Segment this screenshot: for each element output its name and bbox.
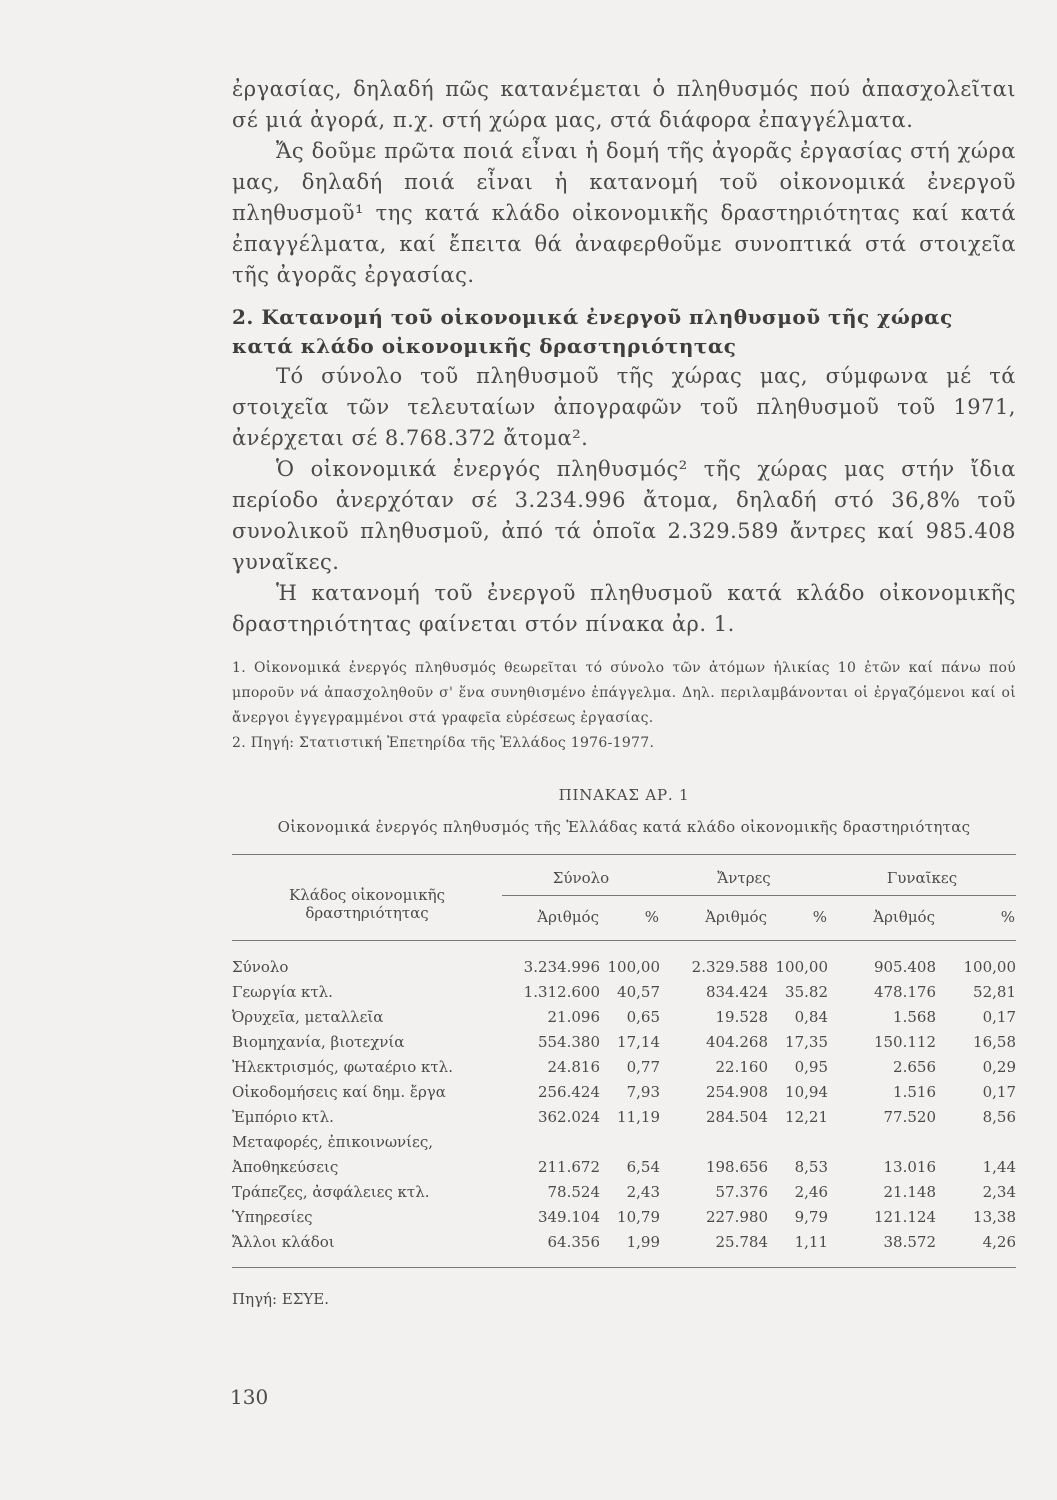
- cell-number: 2.329.588: [691, 957, 768, 976]
- cell-number: 64.356: [502, 1229, 600, 1268]
- cell-number: 2.656: [893, 1057, 936, 1076]
- page-number: 130: [230, 1385, 269, 1409]
- population-table: [232, 854, 1016, 1268]
- cell-number: 198.656: [705, 1157, 768, 1176]
- table-caption: Οἰκονομικά ἐνεργός πληθυσμός τῆς Ἑλλάδας κατά κλάδο οἰκονομικῆς δραστηριότητας: [277, 818, 971, 836]
- cell-number: 1.312.600: [523, 982, 600, 1001]
- cell-percent: 40,57: [617, 982, 660, 1001]
- cell-number: 19.528: [715, 1007, 768, 1026]
- row-label: Ἐμπόριο κτλ.: [232, 1107, 334, 1126]
- cell-number: 554.380: [537, 1032, 600, 1051]
- cell-percent: 0,29: [982, 1057, 1016, 1076]
- cell-number: 256.424: [537, 1082, 600, 1101]
- table-title: ΠΙΝΑΚΑΣ ΑΡ. 1: [558, 786, 690, 804]
- cell-percent: 6,54: [626, 1157, 660, 1176]
- table-row: [232, 1004, 1016, 1029]
- table-row: [232, 1054, 1016, 1079]
- cell-percent: 10,79: [617, 1207, 660, 1226]
- cell-percent: 4,26: [936, 1229, 1016, 1268]
- table-row: [232, 979, 1016, 1004]
- sub-header-number: Ἀριθμός: [502, 896, 600, 941]
- cell-percent: 8,56: [982, 1107, 1016, 1126]
- sub-header-percent: %: [936, 896, 1016, 941]
- row-label: Γεωργία κτλ.: [232, 982, 333, 1001]
- row-header: [232, 855, 502, 941]
- cell-percent: 11,19: [617, 1107, 660, 1126]
- cell-number: [502, 1129, 600, 1154]
- cell-percent: 0,17: [982, 1007, 1016, 1026]
- paragraph-active-population: Ὁ οἰκονομικά ἐνεργός πληθυσμός² τῆς χώρας μας στήν ἴδια περίοδο ἀνερχόταν σέ 3.234.996 ἄτομα, δηλαδή στό 36,8% τοῦ συνολικοῦ πληθυσμοῦ, ἀπό τά ὁποῖα 2.329.589 ἄντρες καί 985.408 γυναῖκες.: [232, 457, 1016, 574]
- row-header-line2: δραστηριότητας: [305, 904, 429, 922]
- cell-percent: 35.82: [785, 982, 828, 1001]
- table-body: [232, 941, 1016, 1268]
- paragraph-distribution: Ἡ κατανομή τοῦ ἐνεργοῦ πληθυσμοῦ κατά κλάδο οἰκονομικῆς δραστηριότητας φαίνεται στόν πίνακα ἀρ. 1.: [232, 581, 1016, 636]
- cell-number: 227.980: [705, 1207, 768, 1226]
- footnote-2: 2. Πηγή: Στατιστική Ἐπετηρίδα τῆς Ἑλλάδος 1976-1977.: [232, 735, 655, 751]
- table-row: [232, 1179, 1016, 1204]
- cell-number: 25.784: [660, 1229, 768, 1268]
- group-header-women: Γυναῖκες: [828, 855, 1016, 896]
- cell-number: [828, 1129, 936, 1154]
- cell-number: 150.112: [873, 1032, 936, 1051]
- page-body: [232, 74, 1016, 1308]
- group-header-total: Σύνολο: [502, 855, 660, 896]
- section-heading: 2. Κατανομή τοῦ οἰκονομικά ἐνεργοῦ πληθυσμοῦ τῆς χώρας κατά κλάδο οἰκονομικῆς δραστηριότητας: [232, 305, 953, 358]
- cell-number: 22.160: [715, 1057, 768, 1076]
- row-label: Σύνολο: [232, 957, 289, 976]
- cell-percent: 100,00: [775, 957, 828, 976]
- table-row: [232, 1104, 1016, 1129]
- cell-percent: 52,81: [973, 982, 1016, 1001]
- sub-header-percent: %: [600, 896, 660, 941]
- paragraph-intro: ἐργασίας, δηλαδή πῶς κατανέμεται ὁ πληθυσμός πού ἀπασχολεῖται σέ μιά ἀγορά, π.χ. στή χώρα μας, στά διάφορα ἐπαγγέλματα.: [232, 77, 1016, 132]
- cell-number: 57.376: [715, 1182, 768, 1201]
- cell-number: 254.908: [705, 1082, 768, 1101]
- row-label: Ὑπηρεσίες: [232, 1207, 313, 1226]
- cell-percent: 7,93: [626, 1082, 660, 1101]
- cell-number: 3.234.996: [523, 957, 600, 976]
- cell-number: 121.124: [873, 1207, 936, 1226]
- cell-number: 284.504: [705, 1107, 768, 1126]
- footnotes: [232, 656, 1016, 756]
- sub-header-percent: %: [768, 896, 828, 941]
- cell-number: 1.516: [893, 1082, 936, 1101]
- cell-percent: 17,35: [785, 1032, 828, 1051]
- cell-number: 77.520: [883, 1107, 936, 1126]
- table-source: Πηγή: ΕΣΥΕ.: [232, 1290, 330, 1308]
- cell-number: 78.524: [547, 1182, 600, 1201]
- cell-percent: 13,38: [973, 1207, 1016, 1226]
- cell-percent: 0,95: [794, 1057, 828, 1076]
- cell-percent: 100,00: [963, 957, 1016, 976]
- cell-number: 404.268: [705, 1032, 768, 1051]
- row-label: Οἰκοδομήσεις καί δημ. ἔργα: [232, 1082, 446, 1101]
- cell-percent: 1,99: [600, 1229, 660, 1268]
- table-row: [232, 1204, 1016, 1229]
- cell-number: 38.572: [828, 1229, 936, 1268]
- cell-percent: [768, 1129, 828, 1154]
- paragraph-market-structure: Ἄς δοῦμε πρῶτα ποιά εἶναι ἡ δομή τῆς ἀγορᾶς ἐργασίας στή χώρα μας, δηλαδή ποιά εἶναι ἡ κατανομή τοῦ οἰκονομικά ἐνεργοῦ πληθυσμοῦ¹ της κατά κλάδο οἰκονομικῆς δραστηριότητας καί κατά ἐπαγγέλματα, καί ἔπειτα θά ἀναφερθοῦμε συνοπτικά στά στοιχεῖα τῆς ἀγορᾶς ἐργασίας.: [232, 139, 1016, 287]
- cell-number: 834.424: [705, 982, 768, 1001]
- row-label: Ἠλεκτρισμός, φωταέριο κτλ.: [232, 1057, 453, 1076]
- table-row: [232, 1129, 1016, 1154]
- cell-percent: 1,11: [768, 1229, 828, 1268]
- cell-number: 24.816: [547, 1057, 600, 1076]
- cell-number: 478.176: [873, 982, 936, 1001]
- cell-percent: 0,17: [982, 1082, 1016, 1101]
- cell-percent: 2,46: [794, 1182, 828, 1201]
- cell-percent: [600, 1129, 660, 1154]
- cell-percent: 100,00: [607, 957, 660, 976]
- cell-percent: 0,84: [794, 1007, 828, 1026]
- table-row: [232, 1154, 1016, 1179]
- cell-number: 905.408: [873, 957, 936, 976]
- cell-percent: 0,65: [626, 1007, 660, 1026]
- row-label: Ὀρυχεῖα, μεταλλεῖα: [232, 1007, 384, 1026]
- table-row: [232, 1079, 1016, 1104]
- cell-percent: 0,77: [626, 1057, 660, 1076]
- table-row: [232, 941, 1016, 980]
- sub-header-number: Ἀριθμός: [828, 896, 936, 941]
- cell-number: 349.104: [537, 1207, 600, 1226]
- cell-percent: 9,79: [794, 1207, 828, 1226]
- cell-percent: 8,53: [794, 1157, 828, 1176]
- cell-number: 13.016: [883, 1157, 936, 1176]
- cell-number: [660, 1129, 768, 1154]
- cell-number: 21.096: [547, 1007, 600, 1026]
- table-row: [232, 1029, 1016, 1054]
- cell-number: 362.024: [537, 1107, 600, 1126]
- cell-number: 21.148: [883, 1182, 936, 1201]
- cell-percent: 10,94: [785, 1082, 828, 1101]
- row-label: Τράπεζες, ἀσφάλειες κτλ.: [232, 1182, 430, 1201]
- cell-percent: 2,43: [626, 1182, 660, 1201]
- paragraph-total-population: Τό σύνολο τοῦ πληθυσμοῦ τῆς χώρας μας, σύμφωνα μέ τά στοιχεῖα τῶν τελευταίων ἀπογραφῶν τοῦ πληθυσμοῦ τοῦ 1971, ἀνέρχεται σέ 8.768.372 ἄτομα².: [232, 364, 1016, 450]
- cell-percent: 17,14: [617, 1032, 660, 1051]
- cell-number: 211.672: [537, 1157, 600, 1176]
- sub-header-number: Ἀριθμός: [660, 896, 768, 941]
- cell-percent: 16,58: [973, 1032, 1016, 1051]
- row-header-line1: Κλάδος οἰκονομικῆς: [289, 886, 445, 904]
- row-label: Μεταφορές, ἐπικοινωνίες,: [232, 1132, 433, 1151]
- table-row: [232, 1229, 1016, 1268]
- cell-percent: [936, 1129, 1016, 1154]
- group-header-men: Ἄντρες: [660, 855, 828, 896]
- cell-percent: 1,44: [982, 1157, 1016, 1176]
- row-label: Ἀποθηκεύσεις: [232, 1157, 339, 1176]
- cell-number: 1.568: [893, 1007, 936, 1026]
- footnote-1: 1. Οἰκονομικά ἐνεργός πληθυσμός θεωρεῖται τό σύνολο τῶν ἀτόμων ἡλικίας 10 ἐτῶν καί πάνω πού μποροῦν νά ἀπασχοληθοῦν σ' ἕνα συνηθισμένο ἐπάγγελμα. Δηλ. περιλαμβάνονται οἱ ἐργαζόμενοι καί οἱ ἄνεργοι ἐγγεγραμμένοι στά γραφεῖα εὑρέσεως ἐργασίας.: [232, 660, 1016, 726]
- cell-percent: 2,34: [982, 1182, 1016, 1201]
- row-label: Βιομηχανία, βιοτεχνία: [232, 1032, 405, 1051]
- cell-percent: 12,21: [785, 1107, 828, 1126]
- row-label: Ἄλλοι κλάδοι: [232, 1229, 502, 1268]
